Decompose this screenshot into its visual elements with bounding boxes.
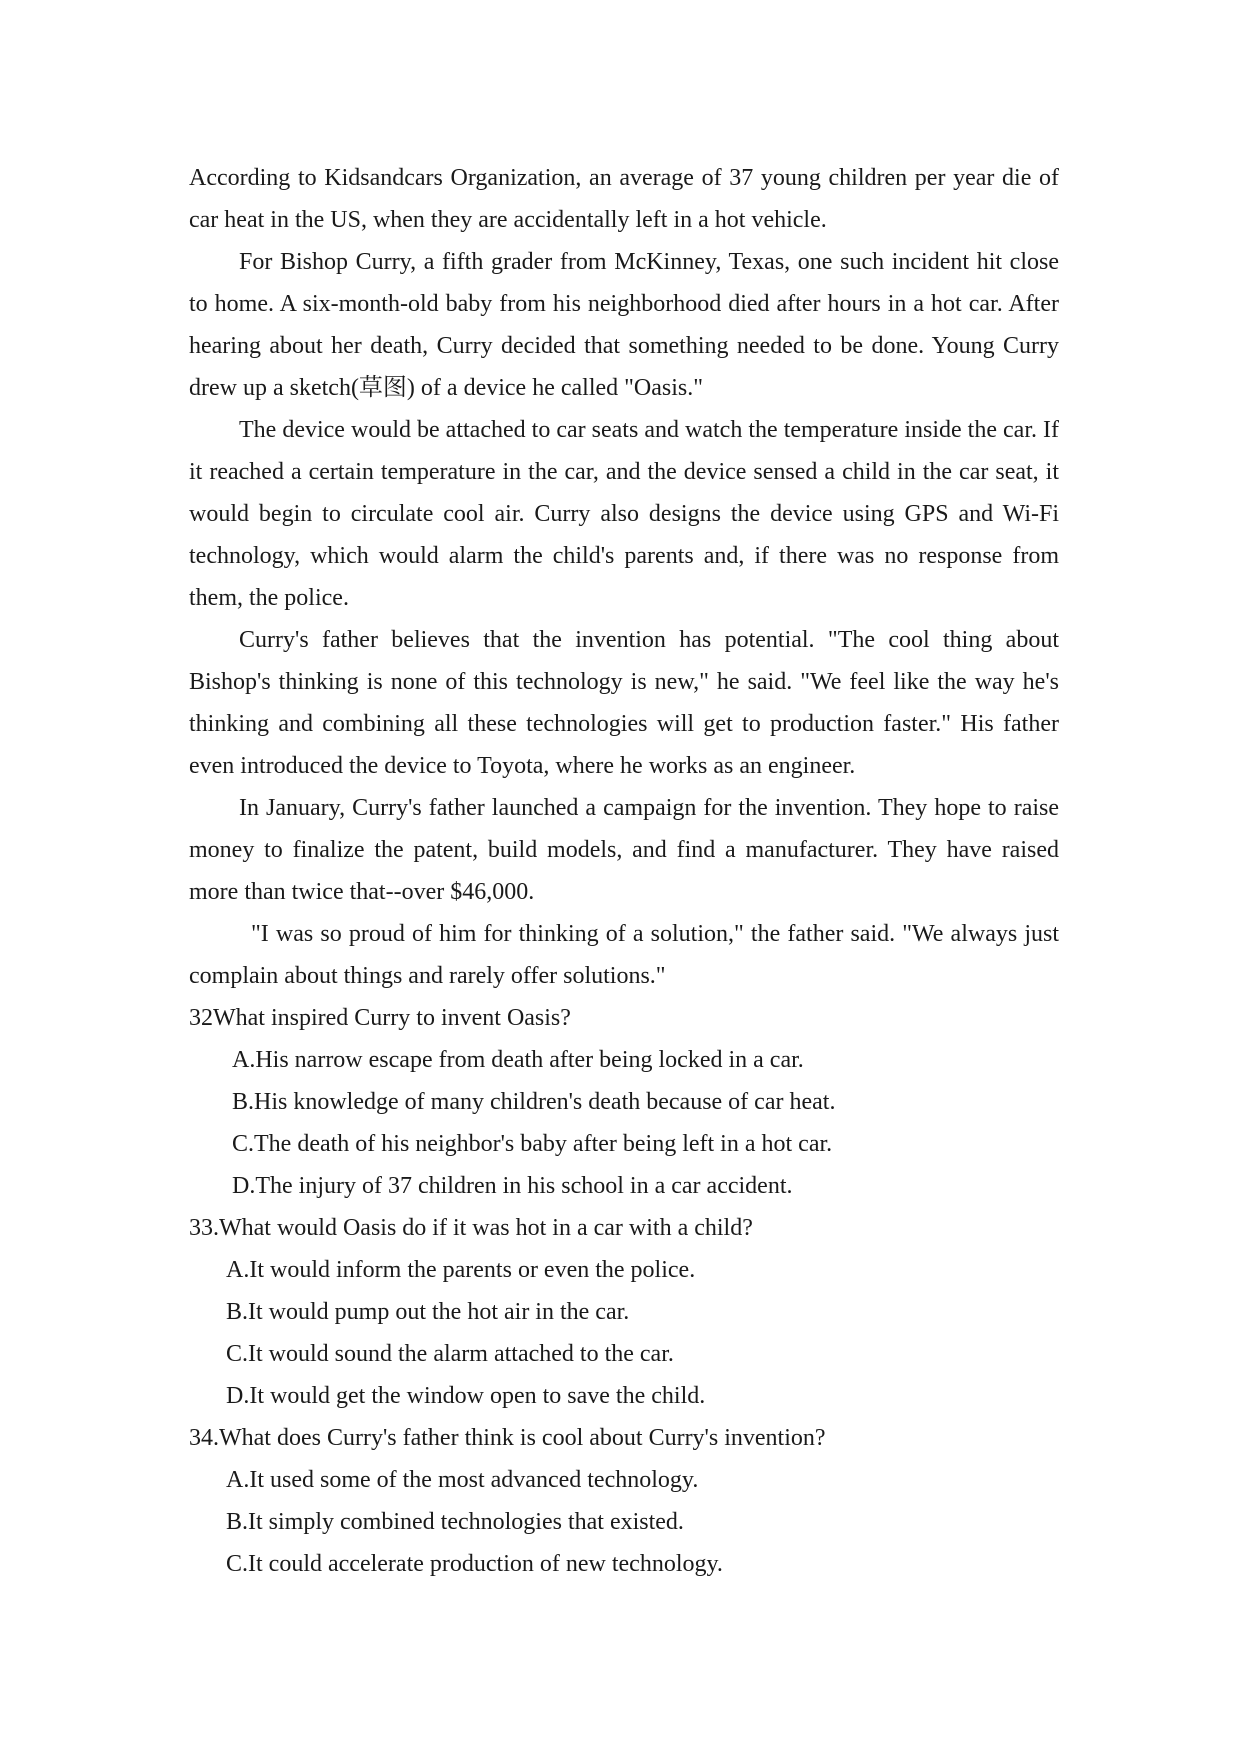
question-32 <box>189 997 1059 1207</box>
passage-paragraph-6: "I was so proud of him for thinking of a solution," the father said. "We always just complain about things and rarely offer solutions." <box>189 921 1059 989</box>
option-a: A.It would inform the parents or even the police. <box>226 1257 696 1283</box>
option-a: A.It used some of the most advanced technology. <box>226 1467 699 1493</box>
option-d: D.It would get the window open to save the child. <box>226 1383 706 1409</box>
option-list <box>189 1249 1059 1417</box>
option-d: D.The injury of 37 children in his school in a car accident. <box>232 1173 793 1199</box>
option-c: C.It would sound the alarm attached to the car. <box>226 1341 674 1367</box>
passage-paragraph-1: According to Kidsandcars Organization, an average of 37 young children per year die of car heat in the US, when they are accidentally left in a hot vehicle. <box>189 165 1059 233</box>
passage-paragraph-4: Curry's father believes that the invention has potential. "The cool thing about Bishop's thinking is none of this technology is new," he said. "We feel like the way he's thinking and combining all these technologies will get to production faster." His father even introduced the device to Toyota, where he works as an engineer. <box>189 627 1059 779</box>
question-stem: 32What inspired Curry to invent Oasis? <box>189 1005 571 1031</box>
passage-paragraph-3: The device would be attached to car seats and watch the temperature inside the car. If it reached a certain temperature in the car, and the device sensed a child in the car seat, it would begin to circulate cool air. Curry also designs the device using GPS and Wi-Fi technology, which would alarm the child's parents and, if there was no response from them, the police. <box>189 417 1059 611</box>
option-c: C.It could accelerate production of new technology. <box>226 1551 723 1577</box>
question-stem: 34.What does Curry's father think is cool about Curry's invention? <box>189 1425 826 1451</box>
question-stem: 33.What would Oasis do if it was hot in a car with a child? <box>189 1215 753 1241</box>
question-34 <box>189 1417 1059 1585</box>
option-b: B.His knowledge of many children's death because of car heat. <box>232 1089 836 1115</box>
passage-paragraph-2: For Bishop Curry, a fifth grader from McKinney, Texas, one such incident hit close to home. A six-month-old baby from his neighborhood died after hours in a hot car. After hearing about her death, Curry decided that something needed to be done. Young Curry drew up a sketch(草图) of a device he called "Oasis." <box>189 249 1059 401</box>
option-a: A.His narrow escape from death after being locked in a car. <box>232 1047 804 1073</box>
question-33 <box>189 1207 1059 1417</box>
option-c: C.The death of his neighbor's baby after being left in a hot car. <box>232 1131 833 1157</box>
document-body <box>189 157 1059 1585</box>
option-b: B.It simply combined technologies that existed. <box>226 1509 684 1535</box>
passage-paragraph-5: In January, Curry's father launched a campaign for the invention. They hope to raise money to finalize the patent, build models, and find a manufacturer. They have raised more than twice that--over $46,000. <box>189 795 1059 905</box>
option-list <box>189 1039 1059 1207</box>
option-list <box>189 1459 1059 1585</box>
option-b: B.It would pump out the hot air in the car. <box>226 1299 630 1325</box>
